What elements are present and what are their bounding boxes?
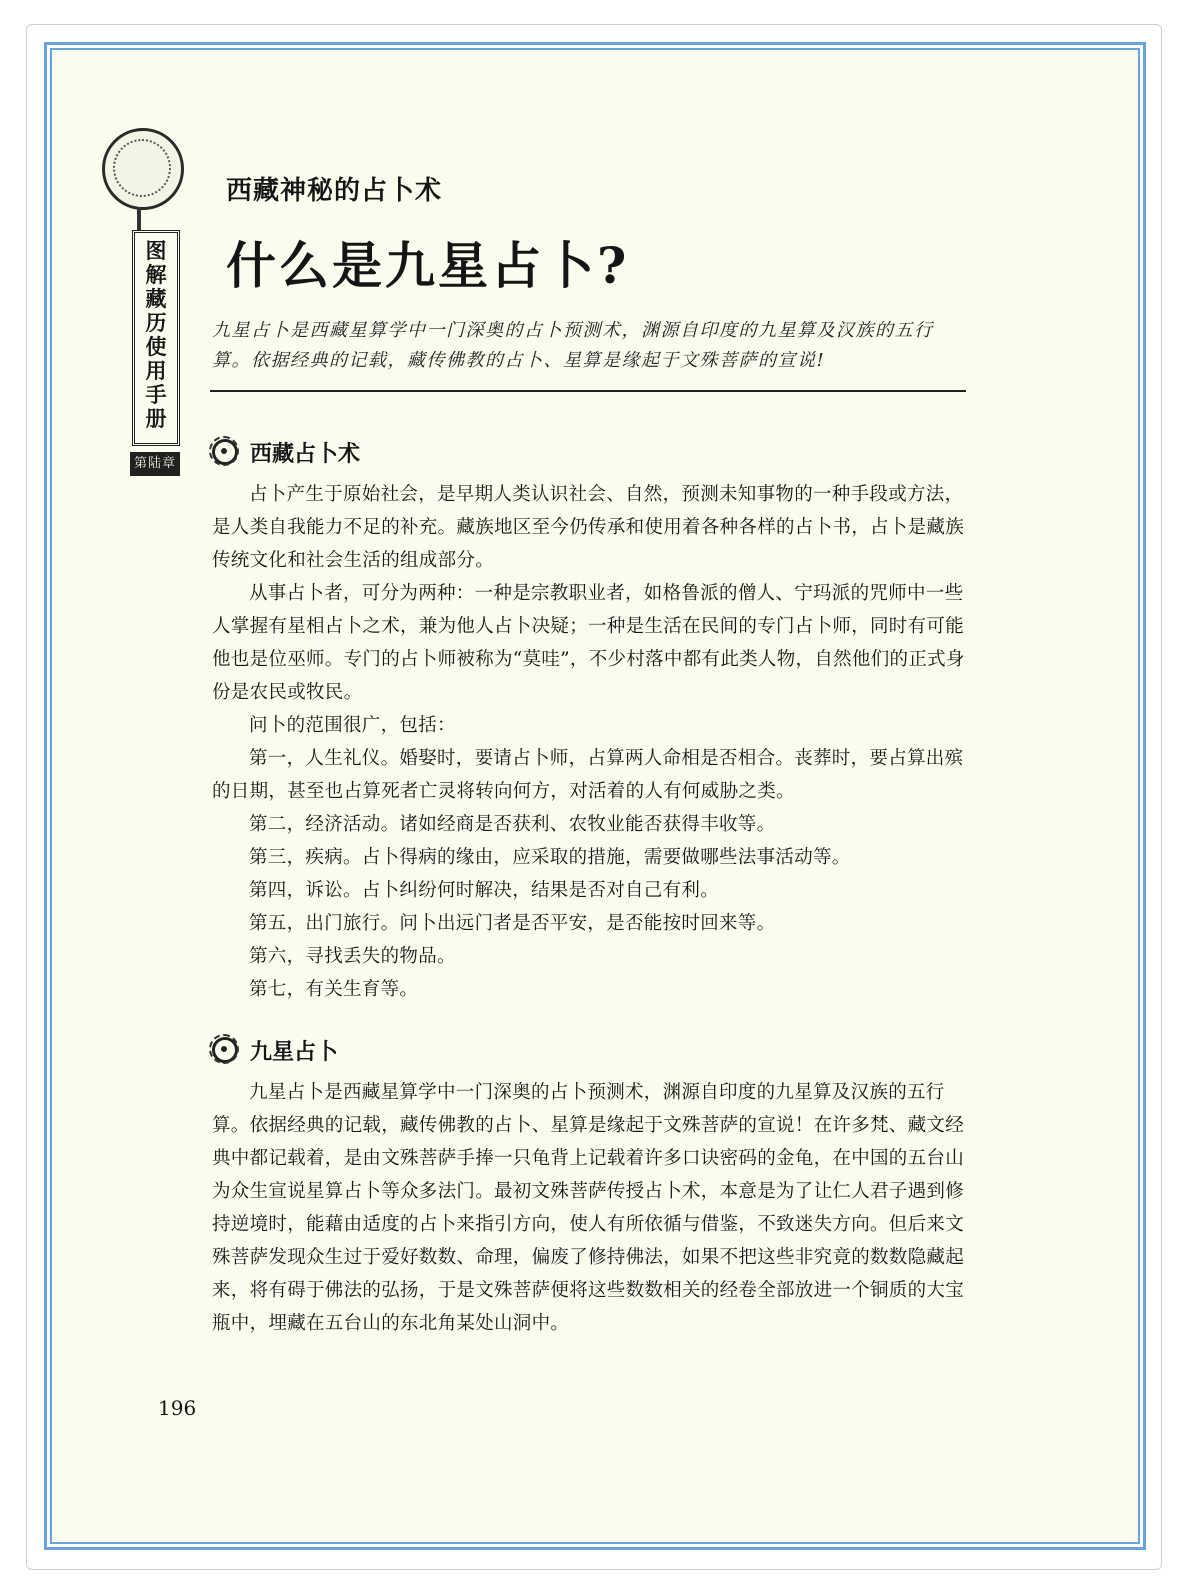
- section-heading: [212, 1036, 982, 1068]
- medallion-emblem-icon: [102, 128, 184, 210]
- book-title-text: 图解藏历使用手册: [145, 238, 167, 431]
- paragraph: 第六，寻找丢失的物品。: [249, 946, 456, 967]
- page-number: 196: [158, 1396, 197, 1420]
- section-heading-text: 九星占卜: [250, 1039, 339, 1065]
- medallion-stem: [137, 207, 141, 231]
- section-tibetan-divination: [212, 438, 982, 1006]
- section-heading: [212, 438, 982, 470]
- divider: [210, 390, 966, 392]
- paragraph: 九星占卜是西藏星算学中一门深奥的占卜预测术，渊源自印度的九星算及汉族的五行算。依据经典的记载，藏传佛教的占卜、星算是缘起于文殊菩萨的宣说！在许多梵、藏文经典中都记载着，是由文殊菩萨手捧一只龟背上记载着许多口诀密码的金龟，在中国的五台山为众生宣说星算占卜等众多法门。最初文殊菩萨传授占卜术，本意是为了让仁人君子遇到修持逆境时，能藉由适度的占卜来指引方向，使人有所依循与借鉴，不致迷失方向。但后来文殊菩萨发现众生过于爱好数数、命理，偏废了修持佛法，如果不把这些非究竟的数数隐藏起来，将有碍于佛法的弘扬，于是文殊菩萨便将这些数数相关的经卷全部放进一个铜质的大宝瓶中，埋藏在五台山的东北角某处山洞中。: [212, 1082, 965, 1334]
- paragraph: 第四，诉讼。占卜纠纷何时解决，结果是否对自己有利。: [249, 880, 720, 901]
- page-subtitle: 西藏神秘的占卜术: [226, 176, 443, 206]
- paragraph: 从事占卜者，可分为两种：一种是宗教职业者，如格鲁派的僧人、宁玛派的咒师中一些人掌握有星相占卜之术，兼为他人占卜决疑；一种是生活在民间的专门占卜师，同时有可能他也是位巫师。专门的占卜师被称为“莫哇”，不少村落中都有此类人物，自然他们的正式身份是农民或牧民。: [212, 583, 965, 703]
- paragraph: 第七，有关生育等。: [249, 979, 419, 1000]
- paragraph: 第二，经济活动。诸如经商是否获利、农牧业能否获得丰收等。: [249, 814, 776, 835]
- chapter-label: 第陆章: [130, 452, 180, 476]
- lotus-ornament-icon: [212, 439, 238, 465]
- paragraph: 第一，人生礼仪。婚娶时，要请占卜师，占算两人命相是否相合。丧葬时，要占算出殡的日期，甚至也占算死者亡灵将转向何方，对活着的人有何威胁之类。: [212, 748, 964, 802]
- section-nine-star-divination: [212, 1036, 982, 1340]
- paragraph: 问卜的范围很广，包括：: [249, 715, 456, 736]
- paragraph: 第五，出门旅行。问卜出远门者是否平安，是否能按时回来等。: [249, 913, 776, 934]
- lotus-ornament-icon: [212, 1037, 238, 1063]
- section-heading-text: 西藏占卜术: [250, 441, 361, 467]
- page-title: 什么是九星占卜?: [226, 236, 630, 295]
- paragraph: 第三，疾病。占卜得病的缘由，应采取的措施，需要做哪些法事活动等。: [249, 847, 851, 868]
- book-title-vertical: [132, 230, 180, 446]
- intro-text: 九星占卜是西藏星算学中一门深奥的占卜预测术，渊源自印度的九星算及汉族的五行算。依据经典的记载，藏传佛教的占卜、星算是缘起于文殊菩萨的宣说!: [212, 320, 934, 371]
- paragraph: 占卜产生于原始社会，是早期人类认识社会、自然，预测未知事物的一种手段或方法，是人类自我能力不足的补充。藏族地区至今仍传承和使用着各种各样的占卜书，占卜是藏族传统文化和社会生活的组成部分。: [212, 484, 965, 571]
